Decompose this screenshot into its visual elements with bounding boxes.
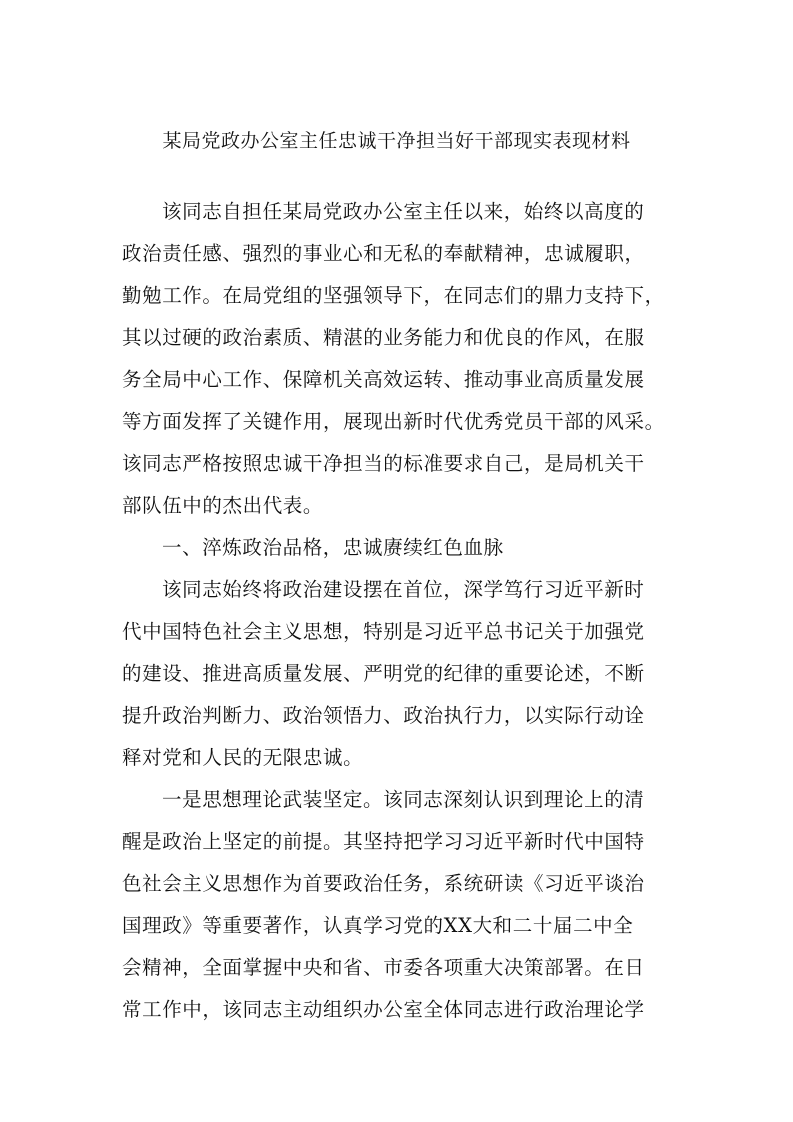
text-line: 代中国特色社会主义思想，特别是习近平总书记关于加强党: [122, 620, 645, 643]
text-line: 务全局中心工作、保障机关高效运转、推动事业高质量发展: [122, 368, 645, 391]
text-line: 会精神，全面掌握中央和省、市委各项重大决策部署。在日: [122, 956, 645, 979]
text-line: 该同志始终将政治建设摆在首位，深学笃行习近平新时: [162, 578, 645, 601]
text-line: 勤勉工作。在局党组的坚强领导下，在同志们的鼎力支持下，: [122, 284, 665, 307]
text-line: 色社会主义思想作为首要政治任务，系统研读《习近平谈治: [122, 872, 645, 895]
text-line: 释对党和人民的无限忠诚。: [122, 746, 364, 769]
text-line: 部队伍中的杰出代表。: [122, 494, 324, 517]
text-line: 常工作中，该同志主动组织办公室全体同志进行政治理论学: [122, 998, 645, 1021]
text-line: 提升政治判断力、政治领悟力、政治执行力，以实际行动诠: [122, 704, 645, 727]
section-heading-text: 一、淬炼政治品格，忠诚赓续红色血脉: [162, 536, 504, 559]
text-line: 政治责任感、强烈的事业心和无私的奉献精神，忠诚履职，: [122, 242, 645, 265]
text-line: 该同志严格按照忠诚干净担当的标准要求自己，是局机关干: [122, 452, 645, 475]
text-line: 该同志自担任某局党政办公室主任以来，始终以高度的: [162, 200, 645, 223]
text-line: 一是思想理论武装坚定。该同志深刻认识到理论上的清: [162, 788, 645, 811]
text-line: 国理政》等重要著作，认真学习党的XX大和二十届二中全: [122, 914, 634, 937]
text-line: 醒是政治上坚定的前提。其坚持把学习习近平新时代中国特: [122, 830, 645, 853]
document-title: 某局党政办公室主任忠诚干净担当好干部现实表现材料: [162, 130, 631, 152]
text-line: 其以过硬的政治素质、精湛的业务能力和优良的作风，在服: [122, 326, 645, 349]
text-line: 的建设、推进高质量发展、严明党的纪律的重要论述，不断: [122, 662, 645, 685]
text-line: 等方面发挥了关键作用，展现出新时代优秀党员干部的风采。: [122, 410, 665, 433]
